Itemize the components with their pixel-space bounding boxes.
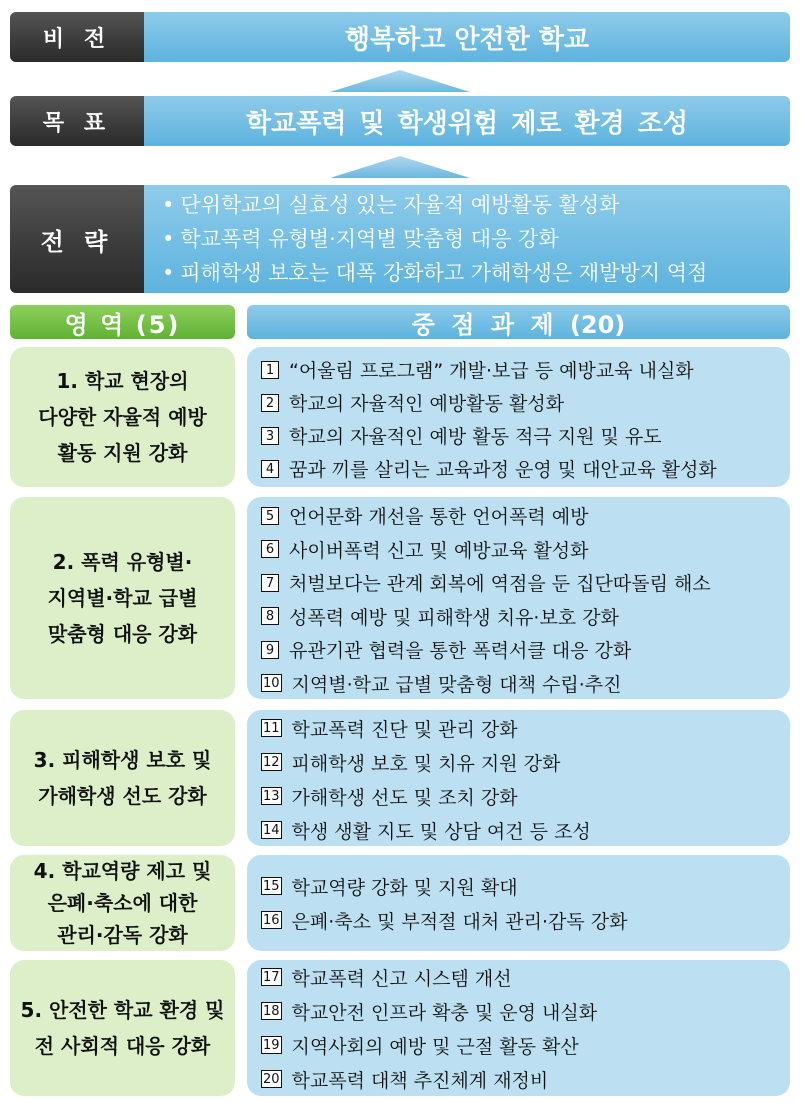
strategy-item: • 학교폭력 유형별·지역별 맞춤형 대응 강화	[162, 227, 559, 251]
area-4-title: 4. 학교역량 제고 및 은폐·축소에 대한 관리·감독 강화	[10, 855, 235, 951]
task-number: 10	[263, 676, 280, 692]
area-4-tasks	[247, 855, 790, 951]
task-number: 17	[263, 970, 280, 985]
task-number: 8	[261, 607, 279, 625]
task-text: 학교폭력 신고 시스템 개선	[291, 967, 512, 990]
strategy-box	[144, 185, 790, 293]
task-text: 가해학생 선도 및 조치 강화	[291, 786, 518, 809]
strategy-item: • 피해학생 보호는 대폭 강화하고 가해학생은 재발방지 역점	[162, 261, 708, 285]
task-number: 2	[261, 394, 279, 412]
vision-text: 행복하고 안전한 학교	[144, 12, 790, 62]
strategy-item: • 단위학교의 실효성 있는 자율적 예방활동 활성화	[162, 193, 620, 217]
task-number: 15	[263, 879, 280, 894]
task-text: “어울림 프로그램” 개발·보급 등 예방교육 내실화	[289, 360, 694, 382]
task-text: 학생 생활 지도 및 상담 여건 등 조성	[291, 820, 591, 843]
area-1-title: 1. 학교 현장의 다양한 자율적 예방 활동 지원 강화	[10, 347, 235, 487]
area-3-title: 3. 피해학생 보호 및 가해학생 선도 강화	[10, 710, 235, 846]
area-2-tasks	[247, 497, 790, 699]
task-list	[261, 353, 784, 485]
task-text: 성폭력 예방 및 피해학생 치유·보호 강화	[289, 606, 619, 629]
task-list	[261, 869, 784, 937]
task-text: 학교폭력 진단 및 관리 강화	[291, 718, 518, 741]
task-number: 20	[263, 1072, 280, 1087]
task-item	[261, 353, 784, 386]
task-item	[261, 960, 784, 994]
up-arrow-icon	[330, 156, 470, 178]
vision-label: 비 전	[10, 12, 144, 62]
task-list	[261, 711, 784, 847]
task-item	[261, 711, 784, 745]
task-item	[261, 779, 784, 813]
goal-label: 목 표	[10, 96, 144, 146]
task-text: 꿈과 끼를 살리는 교육과정 운영 및 대안교육 활성화	[289, 459, 717, 481]
bullet-icon: •	[162, 261, 175, 285]
task-number: 4	[261, 460, 279, 478]
task-item	[261, 533, 784, 567]
task-text: 유관기관 협력을 통한 폭력서클 대응 강화	[289, 640, 632, 663]
goal-text: 학교폭력 및 학생위험 제로 환경 조성	[144, 96, 790, 146]
task-item	[261, 600, 784, 634]
goal-row	[10, 96, 790, 146]
task-item	[261, 633, 784, 667]
task-text: 학교안전 인프라 확충 및 운영 내실화	[291, 1001, 598, 1024]
task-text: 지역별·학교 급별 맞춤형 대책 수립·추진	[291, 673, 622, 696]
task-number: 14	[263, 823, 280, 838]
task-text: 학교의 자율적인 예방 활동 적극 지원 및 유도	[289, 426, 662, 448]
area-3-tasks	[247, 710, 790, 846]
area-1-tasks	[247, 347, 790, 487]
task-number: 19	[263, 1038, 280, 1053]
bullet-icon: •	[162, 193, 175, 217]
vision-row	[10, 12, 790, 62]
task-number: 12	[263, 755, 280, 770]
task-item	[261, 903, 784, 937]
task-item	[261, 745, 784, 779]
task-item	[261, 813, 784, 847]
task-number: 9	[261, 641, 279, 659]
task-text: 학교역량 강화 및 지원 확대	[291, 876, 518, 899]
task-item	[261, 566, 784, 600]
task-text: 언어문화 개선을 통한 언어폭력 예방	[289, 506, 589, 529]
task-item	[261, 869, 784, 903]
task-item	[261, 386, 784, 419]
task-list	[261, 960, 784, 1096]
areas-header: 영 역 (5)	[10, 305, 235, 339]
task-number: 13	[263, 789, 280, 804]
task-number: 7	[261, 574, 279, 592]
task-number: 5	[261, 507, 279, 525]
task-item	[261, 994, 784, 1028]
task-text: 피해학생 보호 및 치유 지원 강화	[291, 752, 561, 775]
task-text: 지역사회의 예방 및 근절 활동 확산	[291, 1035, 579, 1058]
task-text: 사이버폭력 신고 및 예방교육 활성화	[289, 539, 589, 562]
area-5-tasks	[247, 960, 790, 1096]
strategy-list	[144, 188, 790, 290]
task-number: 16	[263, 913, 280, 928]
task-item	[261, 452, 784, 485]
task-item	[261, 667, 784, 701]
up-arrow-icon	[330, 70, 470, 92]
task-text: 은폐·축소 및 부적절 대처 관리·감독 강화	[291, 910, 628, 933]
task-list	[261, 499, 784, 700]
task-item	[261, 499, 784, 533]
bullet-icon: •	[162, 227, 175, 251]
task-text: 학교의 자율적인 예방활동 활성화	[289, 393, 565, 415]
task-number: 3	[261, 427, 279, 445]
task-item	[261, 1062, 784, 1096]
task-number: 11	[263, 721, 280, 736]
task-item	[261, 1028, 784, 1062]
strategy-row	[10, 185, 790, 293]
area-5-title: 5. 안전한 학교 환경 및 전 사회적 대응 강화	[10, 960, 235, 1096]
task-number: 1	[261, 361, 279, 379]
task-text: 학교폭력 대책 추진체계 재정비	[291, 1069, 549, 1092]
area-2-title: 2. 폭력 유형별· 지역별·학교 급별 맞춤형 대응 강화	[10, 497, 235, 699]
tasks-header: 중 점 과 제 (20)	[247, 305, 790, 339]
task-number: 6	[261, 540, 279, 558]
task-number: 18	[263, 1004, 280, 1019]
task-item	[261, 419, 784, 452]
strategy-label: 전 략	[10, 185, 144, 293]
task-text: 처벌보다는 관계 회복에 역점을 둔 집단따돌림 해소	[289, 573, 711, 596]
